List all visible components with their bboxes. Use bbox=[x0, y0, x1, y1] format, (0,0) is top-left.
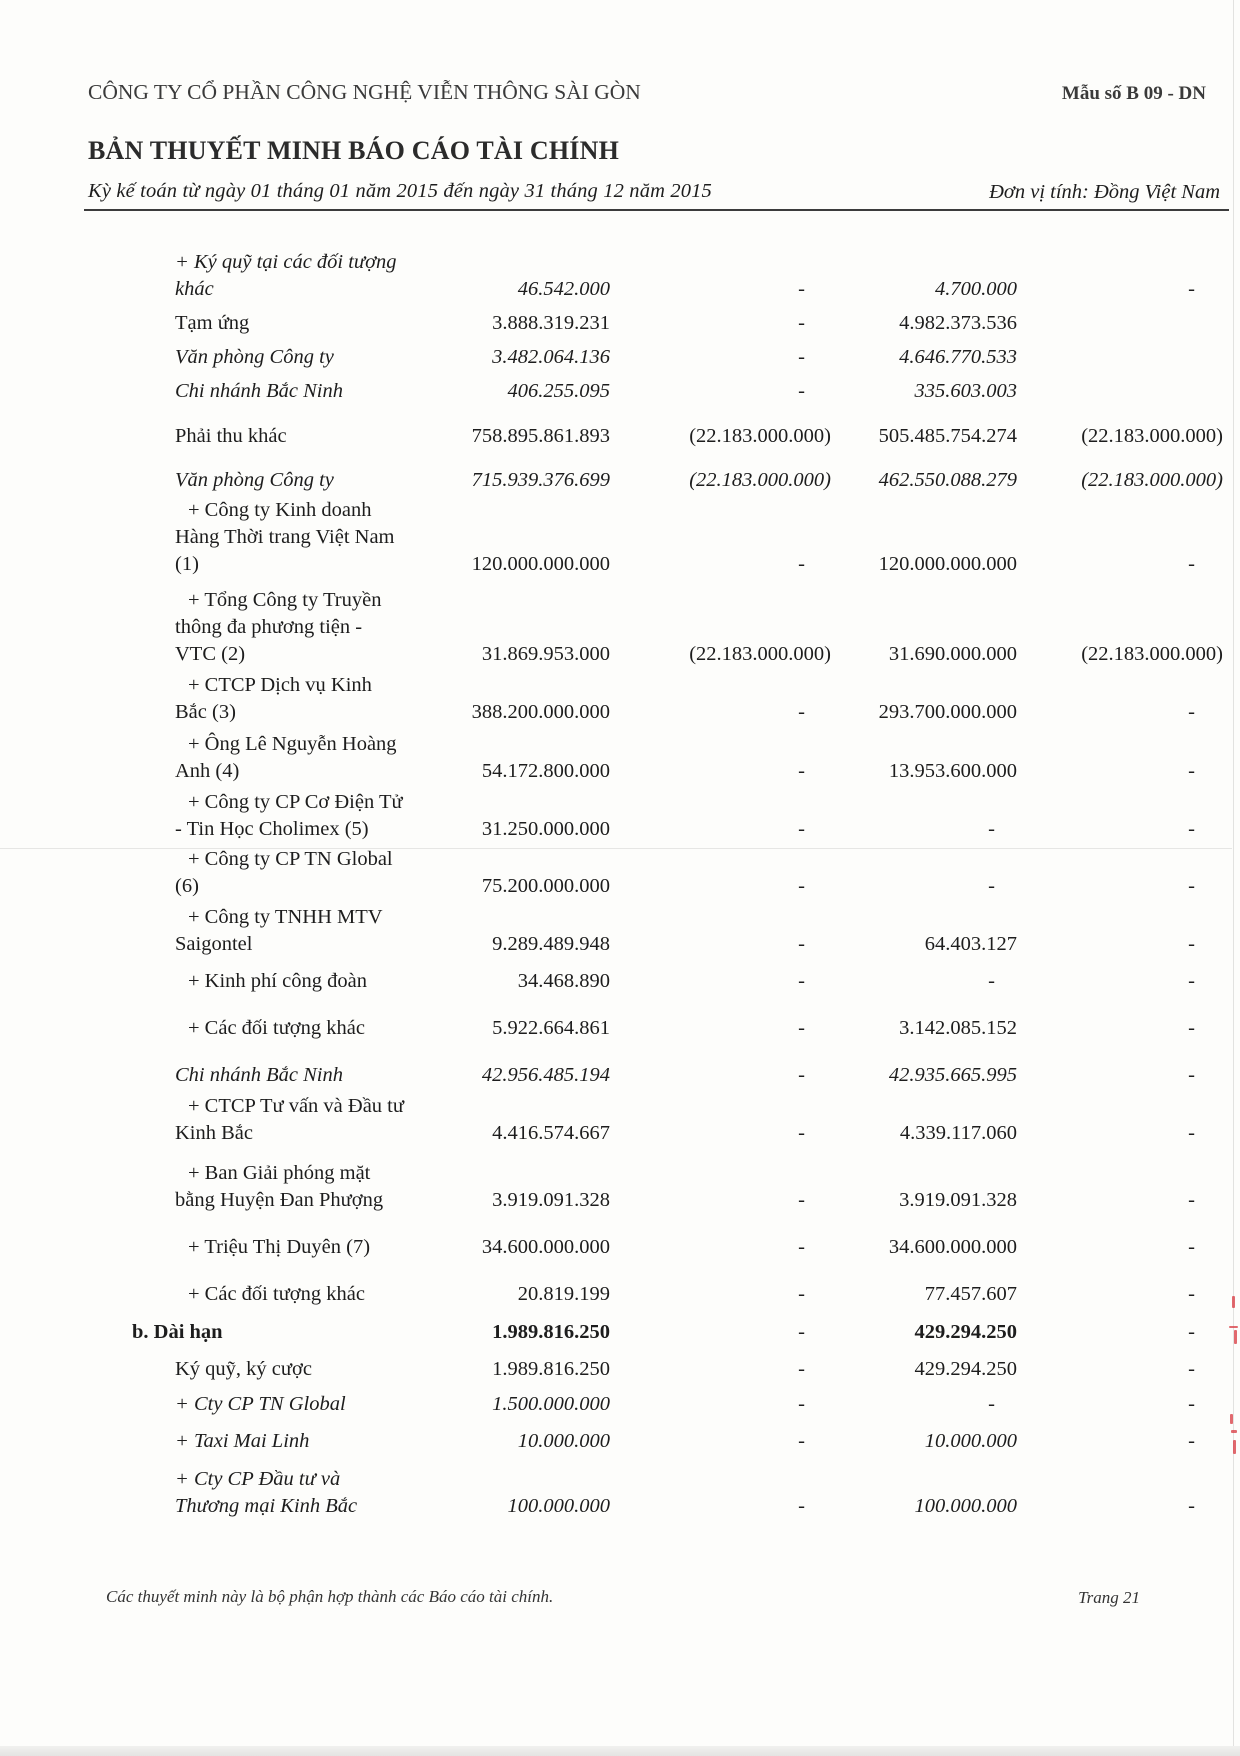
amount-col-3-cell: - bbox=[988, 1393, 995, 1415]
amount-col-2-cell: - bbox=[798, 1236, 805, 1258]
table-row bbox=[0, 587, 1240, 668]
amount-col-2-cell: - bbox=[798, 1358, 805, 1380]
amount-col-2-cell: - bbox=[798, 1017, 805, 1039]
amount-col-3-cell: - bbox=[988, 875, 995, 897]
amount-col-2-cell: - bbox=[798, 1495, 805, 1517]
document-title: BẢN THUYẾT MINH BÁO CÁO TÀI CHÍNH bbox=[88, 136, 620, 165]
amount-col-2-cell: - bbox=[798, 278, 805, 300]
amount-col-1-cell: 31.250.000.000 bbox=[481, 818, 610, 840]
stamp-mark bbox=[1229, 1326, 1238, 1328]
row-label-line: Chi nhánh Bắc Ninh bbox=[175, 1064, 343, 1086]
amount-col-2-cell: - bbox=[798, 875, 805, 897]
row-label-line: Bắc (3) bbox=[175, 701, 236, 723]
table-row bbox=[0, 1466, 1240, 1520]
table-row bbox=[0, 1093, 1240, 1147]
amount-col-2-cell: - bbox=[798, 1430, 805, 1452]
row-label-line: + CTCP Dịch vụ Kinh bbox=[188, 674, 372, 696]
amount-col-1-cell: 20.819.199 bbox=[517, 1283, 610, 1305]
amount-col-1-cell: 388.200.000.000 bbox=[471, 701, 610, 723]
table-row bbox=[0, 1160, 1240, 1214]
amount-col-3-cell: 293.700.000.000 bbox=[878, 701, 1017, 723]
row-label-line: + Ông Lê Nguyễn Hoàng bbox=[188, 733, 397, 755]
amount-col-4-cell: - bbox=[1188, 701, 1195, 723]
amount-col-1-cell: 1.989.816.250 bbox=[492, 1358, 610, 1380]
row-label-line: + Công ty Kinh doanh bbox=[188, 499, 372, 521]
amount-col-1-cell: 54.172.800.000 bbox=[481, 760, 610, 782]
notes-table bbox=[0, 220, 1240, 1540]
table-row bbox=[0, 249, 1240, 303]
row-label-line: VTC (2) bbox=[175, 643, 246, 665]
amount-col-3-cell: - bbox=[988, 818, 995, 840]
row-label-line: - Tin Học Cholimex (5) bbox=[175, 818, 369, 840]
row-label-line: + Các đối tượng khác bbox=[188, 1017, 365, 1039]
table-row bbox=[0, 789, 1240, 843]
currency-unit: Đơn vị tính: Đồng Việt Nam bbox=[989, 181, 1220, 203]
amount-col-2-cell: - bbox=[798, 1122, 805, 1144]
amount-col-4-cell: - bbox=[1188, 1236, 1195, 1258]
amount-col-3-cell: 34.600.000.000 bbox=[888, 1236, 1017, 1258]
amount-col-2-cell: - bbox=[798, 760, 805, 782]
stamp-mark bbox=[1231, 1430, 1237, 1433]
amount-col-2-cell: - bbox=[798, 933, 805, 955]
amount-col-2-cell: - bbox=[798, 346, 805, 368]
row-label-line: + CTCP Tư vấn và Đầu tư bbox=[188, 1095, 404, 1117]
row-label-line: Phải thu khác bbox=[175, 425, 287, 447]
amount-col-2-cell: - bbox=[798, 701, 805, 723]
row-label-line: Tạm ứng bbox=[175, 312, 250, 334]
amount-col-4-cell: - bbox=[1188, 1495, 1195, 1517]
table-row bbox=[0, 1391, 1240, 1418]
table-row bbox=[0, 1356, 1240, 1383]
row-label-line: thông đa phương tiện - bbox=[175, 616, 363, 638]
amount-col-3-cell: 100.000.000 bbox=[914, 1495, 1017, 1517]
table-row bbox=[0, 467, 1240, 494]
amount-col-2-cell: - bbox=[798, 970, 805, 992]
row-label-line: + Cty CP TN Global bbox=[175, 1393, 346, 1415]
row-label-line: + Công ty CP TN Global bbox=[188, 848, 393, 870]
amount-col-4-cell: - bbox=[1188, 1321, 1195, 1343]
amount-col-3-cell: - bbox=[988, 970, 995, 992]
amount-col-4-cell: (22.183.000.000) bbox=[1081, 469, 1223, 491]
stamp-mark bbox=[1230, 1414, 1233, 1424]
table-row bbox=[0, 1428, 1240, 1455]
amount-col-1-cell: 100.000.000 bbox=[507, 1495, 610, 1517]
scan-edge-bottom bbox=[0, 1746, 1240, 1756]
row-label-line: + Cty CP Đầu tư và bbox=[175, 1468, 341, 1490]
amount-col-1-cell: 10.000.000 bbox=[517, 1430, 610, 1452]
row-label-line: Kinh Bắc bbox=[175, 1122, 253, 1144]
amount-col-4-cell: - bbox=[1188, 1122, 1195, 1144]
row-label-line: Văn phòng Công ty bbox=[175, 346, 334, 368]
amount-col-3-cell: 42.935.665.995 bbox=[888, 1064, 1017, 1086]
amount-col-2-cell: - bbox=[798, 1321, 805, 1343]
page-number: Trang 21 bbox=[1078, 1588, 1140, 1607]
header-divider bbox=[84, 209, 1229, 211]
amount-col-3-cell: 77.457.607 bbox=[924, 1283, 1017, 1305]
footer-note: Các thuyết minh này là bộ phận hợp thành các Báo cáo tài chính. bbox=[106, 1587, 554, 1606]
amount-col-2-cell: - bbox=[798, 380, 805, 402]
amount-col-1-cell: 31.869.953.000 bbox=[481, 643, 610, 665]
stamp-mark bbox=[1233, 1440, 1236, 1454]
row-label-line: + Taxi Mai Linh bbox=[175, 1430, 310, 1452]
row-label-line: + Tổng Công ty Truyền bbox=[188, 589, 382, 611]
row-label-line: + Công ty CP Cơ Điện Tử bbox=[188, 791, 403, 813]
row-label-line: + Các đối tượng khác bbox=[188, 1283, 365, 1305]
stamp-mark bbox=[1234, 1330, 1237, 1344]
amount-col-4-cell: (22.183.000.000) bbox=[1081, 643, 1223, 665]
row-label-line: Văn phòng Công ty bbox=[175, 469, 334, 491]
amount-col-4-cell: (22.183.000.000) bbox=[1081, 425, 1223, 447]
amount-col-2-cell: (22.183.000.000) bbox=[689, 643, 831, 665]
row-label-line: + Kinh phí công đoàn bbox=[188, 970, 367, 992]
row-label-line: Saigontel bbox=[175, 933, 253, 955]
amount-col-3-cell: 4.700.000 bbox=[935, 278, 1017, 300]
table-row bbox=[0, 731, 1240, 785]
row-label-line: bằng Huyện Đan Phượng bbox=[175, 1189, 384, 1211]
reporting-period: Kỳ kế toán từ ngày 01 tháng 01 năm 2015 đến ngày 31 tháng 12 năm 2015 bbox=[88, 180, 712, 202]
amount-col-3-cell: 505.485.754.274 bbox=[878, 425, 1017, 447]
amount-col-4-cell: - bbox=[1188, 1358, 1195, 1380]
amount-col-1-cell: 758.895.861.893 bbox=[471, 425, 610, 447]
amount-col-3-cell: 120.000.000.000 bbox=[878, 553, 1017, 575]
amount-col-2-cell: - bbox=[798, 312, 805, 334]
amount-col-1-cell: 5.922.664.861 bbox=[492, 1017, 610, 1039]
amount-col-4-cell: - bbox=[1188, 818, 1195, 840]
amount-col-1-cell: 9.289.489.948 bbox=[492, 933, 610, 955]
table-row bbox=[0, 846, 1240, 900]
amount-col-2-cell: - bbox=[798, 1189, 805, 1211]
row-label-line: b. Dài hạn bbox=[132, 1321, 223, 1343]
amount-col-4-cell: - bbox=[1188, 760, 1195, 782]
table-row bbox=[0, 968, 1240, 995]
amount-col-2-cell: - bbox=[798, 1283, 805, 1305]
amount-col-3-cell: 335.603.003 bbox=[914, 380, 1017, 402]
amount-col-3-cell: 429.294.250 bbox=[914, 1321, 1017, 1343]
row-label-line: + Ban Giải phóng mặt bbox=[188, 1162, 371, 1184]
table-row bbox=[0, 904, 1240, 958]
amount-col-1-cell: 715.939.376.699 bbox=[471, 469, 610, 491]
amount-col-1-cell: 1.500.000.000 bbox=[492, 1393, 610, 1415]
row-label-line: khác bbox=[175, 278, 214, 300]
amount-col-2-cell: - bbox=[798, 1064, 805, 1086]
amount-col-4-cell: - bbox=[1188, 1017, 1195, 1039]
table-row bbox=[0, 344, 1240, 371]
amount-col-1-cell: 406.255.095 bbox=[507, 380, 610, 402]
amount-col-2-cell: - bbox=[798, 553, 805, 575]
amount-col-4-cell: - bbox=[1188, 278, 1195, 300]
amount-col-4-cell: - bbox=[1188, 1189, 1195, 1211]
amount-col-1-cell: 3.482.064.136 bbox=[492, 346, 610, 368]
table-row bbox=[0, 672, 1240, 726]
amount-col-3-cell: 3.919.091.328 bbox=[899, 1189, 1017, 1211]
table-row bbox=[0, 497, 1240, 578]
amount-col-1-cell: 3.919.091.328 bbox=[492, 1189, 610, 1211]
amount-col-3-cell: 4.982.373.536 bbox=[899, 312, 1017, 334]
row-label-line: Anh (4) bbox=[175, 760, 240, 782]
amount-col-2-cell: - bbox=[798, 818, 805, 840]
amount-col-2-cell: - bbox=[798, 1393, 805, 1415]
table-row bbox=[0, 1281, 1240, 1308]
row-label-line: + Công ty TNHH MTV bbox=[188, 906, 383, 928]
amount-col-3-cell: 3.142.085.152 bbox=[899, 1017, 1017, 1039]
row-label-line: Chi nhánh Bắc Ninh bbox=[175, 380, 343, 402]
amount-col-2-cell: (22.183.000.000) bbox=[689, 425, 831, 447]
row-label-line: Hàng Thời trang Việt Nam bbox=[175, 526, 395, 548]
amount-col-2-cell: (22.183.000.000) bbox=[689, 469, 831, 491]
section-row bbox=[0, 1319, 1240, 1346]
amount-col-3-cell: 31.690.000.000 bbox=[888, 643, 1017, 665]
table-row bbox=[0, 1062, 1240, 1089]
form-code: Mẫu số B 09 - DN bbox=[1061, 83, 1206, 104]
row-label-line: (1) bbox=[175, 553, 199, 575]
amount-col-3-cell: 462.550.088.279 bbox=[878, 469, 1017, 491]
row-label-line: Ký quỹ, ký cược bbox=[175, 1358, 312, 1380]
row-label-line: (6) bbox=[175, 875, 199, 897]
amount-col-1-cell: 75.200.000.000 bbox=[481, 875, 610, 897]
row-label-line: + Triệu Thị Duyên (7) bbox=[188, 1236, 371, 1258]
table-row bbox=[0, 1234, 1240, 1261]
amount-col-1-cell: 3.888.319.231 bbox=[492, 312, 610, 334]
amount-col-1-cell: 34.468.890 bbox=[517, 970, 610, 992]
amount-col-1-cell: 46.542.000 bbox=[517, 278, 610, 300]
amount-col-3-cell: 64.403.127 bbox=[924, 933, 1017, 955]
amount-col-4-cell: - bbox=[1188, 875, 1195, 897]
stamp-mark bbox=[1232, 1296, 1235, 1308]
amount-col-1-cell: 1.989.816.250 bbox=[492, 1321, 610, 1343]
row-label-line: Thương mại Kinh Bắc bbox=[175, 1495, 358, 1517]
amount-col-3-cell: 4.646.770.533 bbox=[899, 346, 1017, 368]
amount-col-3-cell: 13.953.600.000 bbox=[888, 760, 1017, 782]
row-label-line: + Ký quỹ tại các đối tượng bbox=[175, 251, 397, 273]
table-row bbox=[0, 423, 1240, 450]
company-name: CÔNG TY CỔ PHẦN CÔNG NGHỆ VIỄN THÔNG SÀI GÒN bbox=[88, 80, 641, 104]
amount-col-4-cell: - bbox=[1188, 970, 1195, 992]
amount-col-4-cell: - bbox=[1188, 1283, 1195, 1305]
amount-col-3-cell: 4.339.117.060 bbox=[899, 1122, 1017, 1144]
amount-col-1-cell: 120.000.000.000 bbox=[471, 553, 610, 575]
amount-col-4-cell: - bbox=[1188, 553, 1195, 575]
amount-col-4-cell: - bbox=[1188, 1064, 1195, 1086]
table-row bbox=[0, 310, 1240, 337]
amount-col-4-cell: - bbox=[1188, 933, 1195, 955]
amount-col-3-cell: 10.000.000 bbox=[924, 1430, 1017, 1452]
amount-col-1-cell: 34.600.000.000 bbox=[481, 1236, 610, 1258]
table-row bbox=[0, 1015, 1240, 1042]
table-row bbox=[0, 378, 1240, 405]
amount-col-3-cell: 429.294.250 bbox=[914, 1358, 1017, 1380]
amount-col-1-cell: 42.956.485.194 bbox=[481, 1064, 610, 1086]
amount-col-1-cell: 4.416.574.667 bbox=[492, 1122, 610, 1144]
amount-col-4-cell: - bbox=[1188, 1430, 1195, 1452]
amount-col-4-cell: - bbox=[1188, 1393, 1195, 1415]
